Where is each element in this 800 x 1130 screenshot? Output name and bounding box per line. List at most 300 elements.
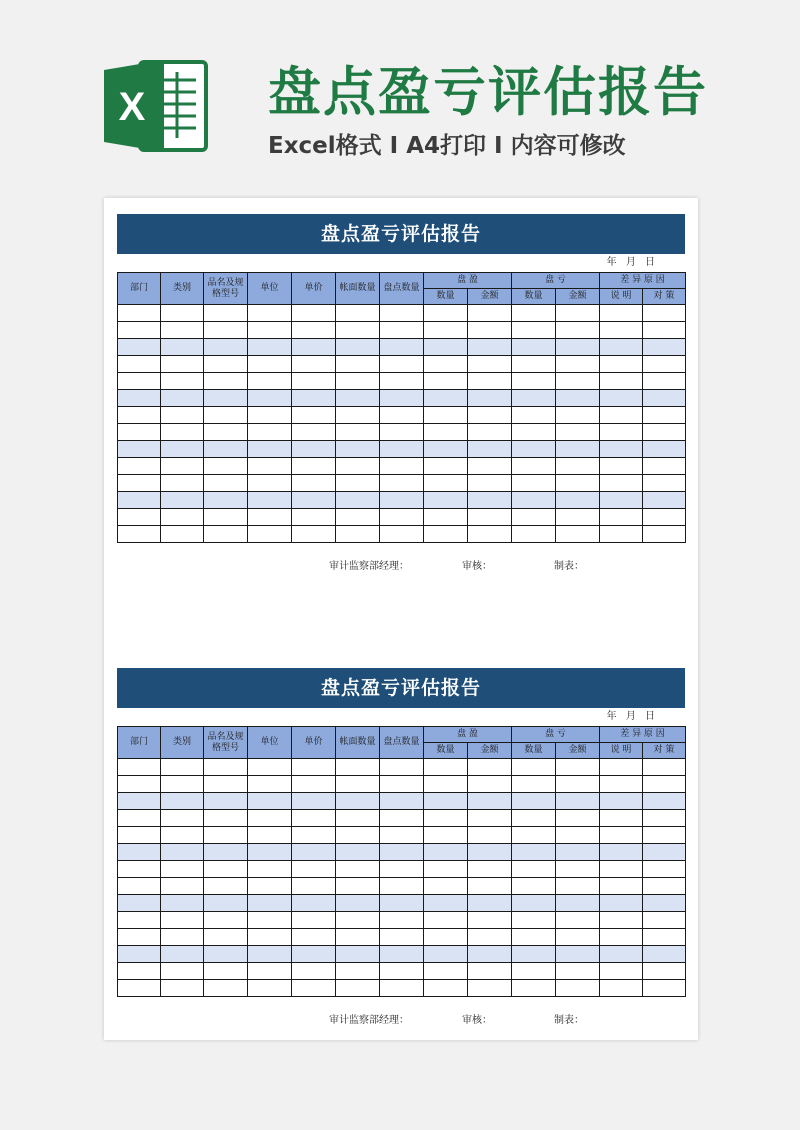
table-cell[interactable] bbox=[204, 929, 248, 946]
table-cell[interactable] bbox=[468, 946, 512, 963]
table-cell[interactable] bbox=[512, 492, 556, 509]
table-cell[interactable] bbox=[556, 963, 600, 980]
table-cell[interactable] bbox=[248, 827, 292, 844]
table-cell[interactable] bbox=[336, 844, 380, 861]
table-cell[interactable] bbox=[512, 424, 556, 441]
table-cell[interactable] bbox=[468, 492, 512, 509]
table-cell[interactable] bbox=[556, 305, 600, 322]
table-cell[interactable] bbox=[643, 878, 686, 895]
table-cell[interactable] bbox=[292, 441, 336, 458]
table-cell[interactable] bbox=[118, 946, 161, 963]
table-cell[interactable] bbox=[600, 912, 643, 929]
table-cell[interactable] bbox=[292, 305, 336, 322]
table-cell[interactable] bbox=[424, 946, 468, 963]
table-cell[interactable] bbox=[512, 827, 556, 844]
table-cell[interactable] bbox=[424, 912, 468, 929]
table-cell[interactable] bbox=[248, 509, 292, 526]
table-cell[interactable] bbox=[468, 305, 512, 322]
table-cell[interactable] bbox=[161, 356, 204, 373]
table-cell[interactable] bbox=[556, 878, 600, 895]
table-cell[interactable] bbox=[248, 424, 292, 441]
table-cell[interactable] bbox=[336, 946, 380, 963]
table-cell[interactable] bbox=[643, 441, 686, 458]
table-cell[interactable] bbox=[380, 475, 424, 492]
table-cell[interactable] bbox=[248, 844, 292, 861]
table-cell[interactable] bbox=[248, 458, 292, 475]
table-cell[interactable] bbox=[292, 492, 336, 509]
table-cell[interactable] bbox=[118, 390, 161, 407]
table-cell[interactable] bbox=[118, 844, 161, 861]
table-cell[interactable] bbox=[292, 895, 336, 912]
table-cell[interactable] bbox=[118, 861, 161, 878]
table-cell[interactable] bbox=[292, 776, 336, 793]
table-cell[interactable] bbox=[643, 793, 686, 810]
table-cell[interactable] bbox=[292, 946, 336, 963]
table-cell[interactable] bbox=[468, 322, 512, 339]
table-cell[interactable] bbox=[248, 793, 292, 810]
table-cell[interactable] bbox=[556, 980, 600, 997]
table-cell[interactable] bbox=[600, 827, 643, 844]
table-cell[interactable] bbox=[556, 441, 600, 458]
table-cell[interactable] bbox=[380, 526, 424, 543]
table-cell[interactable] bbox=[643, 844, 686, 861]
table-cell[interactable] bbox=[118, 759, 161, 776]
table-cell[interactable] bbox=[468, 390, 512, 407]
table-cell[interactable] bbox=[600, 424, 643, 441]
table-cell[interactable] bbox=[468, 356, 512, 373]
table-cell[interactable] bbox=[556, 458, 600, 475]
table-cell[interactable] bbox=[512, 526, 556, 543]
table-cell[interactable] bbox=[161, 895, 204, 912]
table-cell[interactable] bbox=[292, 827, 336, 844]
table-cell[interactable] bbox=[424, 475, 468, 492]
table-cell[interactable] bbox=[161, 929, 204, 946]
table-cell[interactable] bbox=[204, 793, 248, 810]
table-cell[interactable] bbox=[600, 475, 643, 492]
table-cell[interactable] bbox=[512, 776, 556, 793]
table-cell[interactable] bbox=[336, 441, 380, 458]
table-cell[interactable] bbox=[248, 980, 292, 997]
table-cell[interactable] bbox=[292, 424, 336, 441]
table-cell[interactable] bbox=[468, 810, 512, 827]
table-cell[interactable] bbox=[118, 776, 161, 793]
table-cell[interactable] bbox=[600, 878, 643, 895]
table-cell[interactable] bbox=[292, 980, 336, 997]
table-cell[interactable] bbox=[380, 895, 424, 912]
table-cell[interactable] bbox=[204, 390, 248, 407]
table-cell[interactable] bbox=[161, 759, 204, 776]
table-cell[interactable] bbox=[161, 946, 204, 963]
table-cell[interactable] bbox=[556, 759, 600, 776]
table-cell[interactable] bbox=[248, 407, 292, 424]
table-cell[interactable] bbox=[292, 356, 336, 373]
table-cell[interactable] bbox=[512, 810, 556, 827]
table-cell[interactable] bbox=[161, 305, 204, 322]
table-cell[interactable] bbox=[600, 844, 643, 861]
table-cell[interactable] bbox=[643, 305, 686, 322]
table-cell[interactable] bbox=[118, 878, 161, 895]
table-cell[interactable] bbox=[204, 492, 248, 509]
table-cell[interactable] bbox=[468, 844, 512, 861]
table-cell[interactable] bbox=[118, 929, 161, 946]
table-cell[interactable] bbox=[600, 776, 643, 793]
table-cell[interactable] bbox=[424, 373, 468, 390]
table-cell[interactable] bbox=[292, 458, 336, 475]
table-cell[interactable] bbox=[643, 373, 686, 390]
table-cell[interactable] bbox=[161, 424, 204, 441]
table-cell[interactable] bbox=[600, 810, 643, 827]
table-cell[interactable] bbox=[161, 373, 204, 390]
table-cell[interactable] bbox=[118, 356, 161, 373]
table-cell[interactable] bbox=[380, 458, 424, 475]
table-cell[interactable] bbox=[643, 509, 686, 526]
table-cell[interactable] bbox=[643, 339, 686, 356]
table-cell[interactable] bbox=[161, 526, 204, 543]
table-cell[interactable] bbox=[380, 793, 424, 810]
table-cell[interactable] bbox=[248, 526, 292, 543]
table-cell[interactable] bbox=[468, 458, 512, 475]
table-cell[interactable] bbox=[336, 509, 380, 526]
table-cell[interactable] bbox=[556, 929, 600, 946]
table-cell[interactable] bbox=[380, 759, 424, 776]
table-cell[interactable] bbox=[161, 509, 204, 526]
table-cell[interactable] bbox=[643, 356, 686, 373]
table-cell[interactable] bbox=[161, 390, 204, 407]
table-cell[interactable] bbox=[161, 339, 204, 356]
table-cell[interactable] bbox=[336, 424, 380, 441]
table-cell[interactable] bbox=[643, 963, 686, 980]
table-cell[interactable] bbox=[336, 895, 380, 912]
table-cell[interactable] bbox=[118, 810, 161, 827]
table-cell[interactable] bbox=[118, 509, 161, 526]
table-cell[interactable] bbox=[161, 458, 204, 475]
table-cell[interactable] bbox=[336, 912, 380, 929]
table-cell[interactable] bbox=[512, 458, 556, 475]
table-cell[interactable] bbox=[512, 793, 556, 810]
table-cell[interactable] bbox=[556, 526, 600, 543]
table-cell[interactable] bbox=[380, 878, 424, 895]
table-cell[interactable] bbox=[336, 458, 380, 475]
table-cell[interactable] bbox=[424, 390, 468, 407]
table-cell[interactable] bbox=[512, 509, 556, 526]
table-cell[interactable] bbox=[468, 373, 512, 390]
table-cell[interactable] bbox=[643, 980, 686, 997]
table-cell[interactable] bbox=[204, 980, 248, 997]
table-cell[interactable] bbox=[248, 963, 292, 980]
table-cell[interactable] bbox=[512, 407, 556, 424]
table-cell[interactable] bbox=[424, 878, 468, 895]
table-cell[interactable] bbox=[118, 458, 161, 475]
table-cell[interactable] bbox=[600, 861, 643, 878]
table-cell[interactable] bbox=[204, 946, 248, 963]
table-cell[interactable] bbox=[468, 441, 512, 458]
table-cell[interactable] bbox=[468, 424, 512, 441]
table-cell[interactable] bbox=[336, 356, 380, 373]
table-cell[interactable] bbox=[600, 980, 643, 997]
table-cell[interactable] bbox=[424, 980, 468, 997]
table-cell[interactable] bbox=[424, 963, 468, 980]
table-cell[interactable] bbox=[380, 912, 424, 929]
table-cell[interactable] bbox=[468, 509, 512, 526]
table-cell[interactable] bbox=[336, 322, 380, 339]
table-cell[interactable] bbox=[248, 475, 292, 492]
table-cell[interactable] bbox=[643, 492, 686, 509]
table-cell[interactable] bbox=[248, 878, 292, 895]
table-cell[interactable] bbox=[161, 827, 204, 844]
table-cell[interactable] bbox=[512, 441, 556, 458]
table-cell[interactable] bbox=[336, 526, 380, 543]
table-cell[interactable] bbox=[380, 424, 424, 441]
table-cell[interactable] bbox=[118, 827, 161, 844]
table-cell[interactable] bbox=[248, 305, 292, 322]
table-cell[interactable] bbox=[424, 759, 468, 776]
table-cell[interactable] bbox=[468, 895, 512, 912]
table-cell[interactable] bbox=[161, 322, 204, 339]
table-cell[interactable] bbox=[118, 373, 161, 390]
table-cell[interactable] bbox=[248, 390, 292, 407]
table-cell[interactable] bbox=[600, 929, 643, 946]
table-cell[interactable] bbox=[512, 929, 556, 946]
table-cell[interactable] bbox=[292, 390, 336, 407]
table-cell[interactable] bbox=[380, 322, 424, 339]
table-cell[interactable] bbox=[512, 895, 556, 912]
table-cell[interactable] bbox=[380, 963, 424, 980]
table-cell[interactable] bbox=[336, 492, 380, 509]
table-cell[interactable] bbox=[292, 475, 336, 492]
table-cell[interactable] bbox=[380, 776, 424, 793]
table-cell[interactable] bbox=[512, 305, 556, 322]
table-cell[interactable] bbox=[336, 373, 380, 390]
table-cell[interactable] bbox=[204, 895, 248, 912]
table-cell[interactable] bbox=[600, 339, 643, 356]
table-cell[interactable] bbox=[556, 912, 600, 929]
table-cell[interactable] bbox=[556, 475, 600, 492]
table-cell[interactable] bbox=[292, 844, 336, 861]
table-cell[interactable] bbox=[424, 526, 468, 543]
table-cell[interactable] bbox=[161, 475, 204, 492]
table-cell[interactable] bbox=[292, 322, 336, 339]
table-cell[interactable] bbox=[424, 441, 468, 458]
table-cell[interactable] bbox=[468, 526, 512, 543]
table-cell[interactable] bbox=[643, 895, 686, 912]
table-cell[interactable] bbox=[204, 844, 248, 861]
table-cell[interactable] bbox=[380, 861, 424, 878]
table-cell[interactable] bbox=[248, 373, 292, 390]
table-cell[interactable] bbox=[336, 407, 380, 424]
table-cell[interactable] bbox=[424, 810, 468, 827]
table-cell[interactable] bbox=[424, 322, 468, 339]
table-cell[interactable] bbox=[336, 929, 380, 946]
table-cell[interactable] bbox=[204, 458, 248, 475]
table-cell[interactable] bbox=[118, 980, 161, 997]
table-cell[interactable] bbox=[380, 305, 424, 322]
table-cell[interactable] bbox=[643, 458, 686, 475]
table-cell[interactable] bbox=[292, 929, 336, 946]
table-cell[interactable] bbox=[424, 492, 468, 509]
table-cell[interactable] bbox=[556, 407, 600, 424]
table-cell[interactable] bbox=[643, 424, 686, 441]
table-cell[interactable] bbox=[248, 759, 292, 776]
table-cell[interactable] bbox=[424, 458, 468, 475]
table-cell[interactable] bbox=[118, 492, 161, 509]
table-cell[interactable] bbox=[204, 509, 248, 526]
table-cell[interactable] bbox=[204, 322, 248, 339]
table-cell[interactable] bbox=[424, 305, 468, 322]
table-cell[interactable] bbox=[204, 810, 248, 827]
table-cell[interactable] bbox=[512, 946, 556, 963]
table-cell[interactable] bbox=[292, 861, 336, 878]
table-cell[interactable] bbox=[556, 861, 600, 878]
table-cell[interactable] bbox=[118, 475, 161, 492]
table-cell[interactable] bbox=[292, 810, 336, 827]
table-cell[interactable] bbox=[118, 793, 161, 810]
table-cell[interactable] bbox=[380, 844, 424, 861]
table-cell[interactable] bbox=[424, 424, 468, 441]
table-cell[interactable] bbox=[204, 424, 248, 441]
table-cell[interactable] bbox=[248, 492, 292, 509]
table-cell[interactable] bbox=[292, 878, 336, 895]
table-cell[interactable] bbox=[161, 912, 204, 929]
table-cell[interactable] bbox=[380, 929, 424, 946]
table-cell[interactable] bbox=[248, 810, 292, 827]
table-cell[interactable] bbox=[512, 373, 556, 390]
table-cell[interactable] bbox=[468, 475, 512, 492]
table-cell[interactable] bbox=[424, 356, 468, 373]
table-cell[interactable] bbox=[204, 441, 248, 458]
table-cell[interactable] bbox=[512, 980, 556, 997]
table-cell[interactable] bbox=[643, 407, 686, 424]
table-cell[interactable] bbox=[643, 861, 686, 878]
table-cell[interactable] bbox=[556, 373, 600, 390]
table-cell[interactable] bbox=[248, 946, 292, 963]
table-cell[interactable] bbox=[292, 526, 336, 543]
table-cell[interactable] bbox=[600, 963, 643, 980]
table-cell[interactable] bbox=[336, 759, 380, 776]
table-cell[interactable] bbox=[380, 980, 424, 997]
table-cell[interactable] bbox=[600, 492, 643, 509]
table-cell[interactable] bbox=[424, 929, 468, 946]
table-cell[interactable] bbox=[643, 475, 686, 492]
table-cell[interactable] bbox=[204, 861, 248, 878]
table-cell[interactable] bbox=[600, 509, 643, 526]
table-cell[interactable] bbox=[424, 793, 468, 810]
table-cell[interactable] bbox=[556, 946, 600, 963]
table-cell[interactable] bbox=[643, 390, 686, 407]
table-cell[interactable] bbox=[204, 373, 248, 390]
table-cell[interactable] bbox=[512, 844, 556, 861]
table-cell[interactable] bbox=[600, 390, 643, 407]
table-cell[interactable] bbox=[512, 390, 556, 407]
table-cell[interactable] bbox=[248, 339, 292, 356]
table-cell[interactable] bbox=[204, 759, 248, 776]
table-cell[interactable] bbox=[556, 390, 600, 407]
table-cell[interactable] bbox=[468, 339, 512, 356]
table-cell[interactable] bbox=[600, 458, 643, 475]
table-cell[interactable] bbox=[248, 322, 292, 339]
table-cell[interactable] bbox=[118, 424, 161, 441]
table-cell[interactable] bbox=[248, 929, 292, 946]
table-cell[interactable] bbox=[336, 980, 380, 997]
table-cell[interactable] bbox=[336, 776, 380, 793]
table-cell[interactable] bbox=[643, 322, 686, 339]
table-cell[interactable] bbox=[292, 373, 336, 390]
table-cell[interactable] bbox=[118, 963, 161, 980]
table-cell[interactable] bbox=[468, 963, 512, 980]
table-cell[interactable] bbox=[161, 407, 204, 424]
table-cell[interactable] bbox=[380, 339, 424, 356]
table-cell[interactable] bbox=[643, 810, 686, 827]
table-cell[interactable] bbox=[643, 827, 686, 844]
table-cell[interactable] bbox=[643, 759, 686, 776]
table-cell[interactable] bbox=[424, 844, 468, 861]
table-cell[interactable] bbox=[600, 322, 643, 339]
table-cell[interactable] bbox=[600, 526, 643, 543]
table-cell[interactable] bbox=[204, 339, 248, 356]
table-cell[interactable] bbox=[380, 509, 424, 526]
table-cell[interactable] bbox=[424, 861, 468, 878]
table-cell[interactable] bbox=[556, 776, 600, 793]
table-cell[interactable] bbox=[643, 929, 686, 946]
table-cell[interactable] bbox=[161, 844, 204, 861]
table-cell[interactable] bbox=[204, 475, 248, 492]
table-cell[interactable] bbox=[204, 912, 248, 929]
table-cell[interactable] bbox=[643, 946, 686, 963]
table-cell[interactable] bbox=[204, 526, 248, 543]
table-cell[interactable] bbox=[424, 339, 468, 356]
table-cell[interactable] bbox=[556, 492, 600, 509]
table-cell[interactable] bbox=[118, 895, 161, 912]
table-cell[interactable] bbox=[512, 759, 556, 776]
table-cell[interactable] bbox=[118, 339, 161, 356]
table-cell[interactable] bbox=[380, 356, 424, 373]
table-cell[interactable] bbox=[292, 963, 336, 980]
table-cell[interactable] bbox=[556, 322, 600, 339]
table-cell[interactable] bbox=[380, 492, 424, 509]
table-cell[interactable] bbox=[424, 509, 468, 526]
table-cell[interactable] bbox=[424, 776, 468, 793]
table-cell[interactable] bbox=[556, 844, 600, 861]
table-cell[interactable] bbox=[600, 895, 643, 912]
table-cell[interactable] bbox=[118, 526, 161, 543]
table-cell[interactable] bbox=[600, 356, 643, 373]
table-cell[interactable] bbox=[512, 356, 556, 373]
table-cell[interactable] bbox=[248, 912, 292, 929]
table-cell[interactable] bbox=[118, 305, 161, 322]
table-cell[interactable] bbox=[512, 878, 556, 895]
table-cell[interactable] bbox=[161, 980, 204, 997]
table-cell[interactable] bbox=[161, 492, 204, 509]
table-cell[interactable] bbox=[468, 878, 512, 895]
table-cell[interactable] bbox=[336, 963, 380, 980]
table-cell[interactable] bbox=[336, 305, 380, 322]
table-cell[interactable] bbox=[380, 390, 424, 407]
table-cell[interactable] bbox=[556, 793, 600, 810]
table-cell[interactable] bbox=[336, 861, 380, 878]
table-cell[interactable] bbox=[468, 980, 512, 997]
table-cell[interactable] bbox=[161, 776, 204, 793]
table-cell[interactable] bbox=[248, 776, 292, 793]
table-cell[interactable] bbox=[204, 356, 248, 373]
table-cell[interactable] bbox=[556, 810, 600, 827]
table-cell[interactable] bbox=[248, 441, 292, 458]
table-cell[interactable] bbox=[204, 963, 248, 980]
table-cell[interactable] bbox=[292, 793, 336, 810]
table-cell[interactable] bbox=[118, 441, 161, 458]
table-cell[interactable] bbox=[468, 407, 512, 424]
table-cell[interactable] bbox=[292, 759, 336, 776]
table-cell[interactable] bbox=[248, 861, 292, 878]
table-cell[interactable] bbox=[556, 424, 600, 441]
